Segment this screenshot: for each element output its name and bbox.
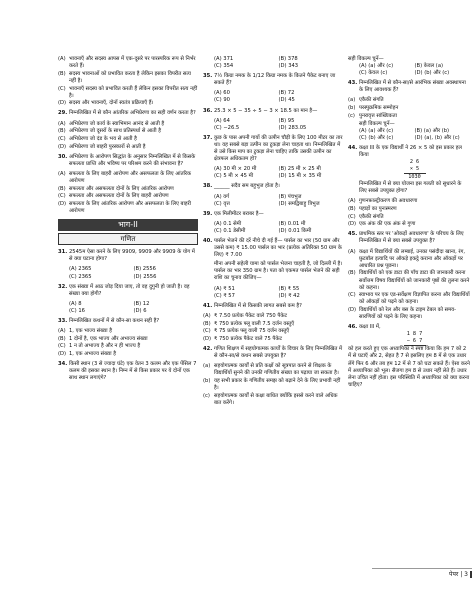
option: (B) विद्यार्थियों को एक डाटा की पाँच डाटा की जानकारी करना सर्वोत्तम विषय विद्यार्थियों को जानकारी पृष्ठों की तुलना करने को कहना। (348, 270, 470, 291)
option: (C) सफलता और असफलता दोनों के लिए बाहरी आरोपण (58, 193, 169, 200)
option: (C) 354 (214, 63, 234, 70)
options-grid (203, 286, 343, 300)
option: (C) 0.1 डेसीमी (214, 227, 246, 234)
options-grid (348, 128, 470, 142)
column-3 (348, 56, 470, 392)
options-grid (203, 194, 343, 208)
question-text: निम्नलिखित में से कौन-सा/से आरंभिक संख्या अवस्थापना के लिए आवश्यक हैं? (359, 80, 466, 94)
option: (B) 1 दोनों है, एक भाज्य और अभाज्य संख्या (58, 335, 148, 342)
option: (D) ₹ 42 (278, 292, 300, 299)
option: (B) 12 (133, 300, 150, 307)
page-footer (372, 568, 472, 579)
question-text-extra: मीना अपनी सहेली यामा को पार्सल भेजना चाहती है, जो दिल्ली में है। पार्सल का भार 350 ग्राम है। पता को एकमत पार्सल भेजने की सही राशि का चुनाव कीजिए— (214, 261, 343, 282)
question-text: कुछ के पास अपनी गायों की उत्पीन चौड़ी के लिए 100 मीटर का तार था। वह सबसे बड़ा उत्पीन का टुकड़ा लेना चाहता था। निम्नलिखित में से उसे किस माप का टुकड़ा लेना चाहिए ताकि उसकी उत्पीन का क्षेत्रफल अधिकतम हो? (214, 134, 343, 163)
options-grid (58, 301, 198, 315)
option: (A) 30 मी × 20 मी (214, 166, 257, 173)
options-grid (203, 118, 343, 132)
question-text: 25.3 × 5 − 35 ÷ 5 − 3 × 18.5 का मान है— (214, 107, 318, 114)
question-text: किसी स्थान (3 से ज्यादा घंटे) एक वेतन 3 कलम और एक पेंसिल 7 कलम की इसका स्थान है। निम्न में से किस प्रकार पर ये दोनों एक साथ स्थान लगाएंगे? (69, 361, 197, 382)
option: (C) एकैकी संगति (348, 213, 384, 220)
option: (B) पंचभुज (278, 193, 302, 200)
question-39: 39. एक मिलीमीटर बराबर है— (203, 211, 343, 218)
option: (D) 343 (278, 63, 299, 70)
option: (b) यह सभी प्रकार के गणितीय समझ को बढ़ाने देने के लिए प्रभावी नहीं है। (203, 377, 341, 392)
options-grid (58, 266, 198, 280)
option: (C) 90 (214, 97, 230, 104)
option: (C) 1 न तो अभाज्य है और न ही भाज्य है (58, 343, 141, 350)
option: (B) सदस्य भावनाओं को प्रभावित करता है लेकिन इसका विपरीत सत्य नहीं है। (58, 70, 191, 84)
column-2 (203, 56, 343, 408)
question-text: पार्सल भेजने की दरें नीचे दी गई हैं— पार्सल का भार (50 ग्राम और उससे कम) ₹ 15.00 पार्सल का भार (प्रत्येक अतिरिक्त 50 ग्राम के लिए) ₹ 7.00 (214, 237, 342, 259)
option: (A) 64 (214, 117, 230, 124)
option: (B) 0.01 मी (278, 220, 306, 227)
options-grid (203, 166, 343, 180)
question-40: 40. पार्सल भेजने की दरें नीचे दी गई हैं— पार्सल का भार (50 ग्राम और उससे कम) ₹ 15.00 पार्सल का भार (प्रत्येक अतिरिक्त 50 ग्राम के लिए) ₹ 7.00 मीना अपनी सहेली यामा को पार्सल भेजना चाहती है, जो दिल्ली में है। पार्सल का भार 350 ग्राम है। पता को एकमत पार्सल भेजने की सही राशि का चुनाव कीजिए— (203, 237, 343, 282)
option: (B) ₹ 55 (278, 285, 300, 292)
question-text: कक्षा III में, (359, 324, 381, 331)
question-text: प्राथमिक स्तर पर 'ओकड़ों अवधारणा' के परिचय के लिए निम्नलिखित में से क्या सबसे उपयुक्त है? (359, 231, 464, 245)
option: (D) 45 (278, 97, 295, 104)
footer-mark (470, 571, 472, 578)
question-text: कक्षा III के एक विद्यार्थी ने 26 × 5 को इस प्रकार हल किया (359, 144, 462, 158)
option: (C) भावनाएँ सदस्य को प्रभावित करती हैं लेकिन इसका विपरीत सत्य नहीं है। (58, 85, 198, 99)
q28-options (58, 56, 198, 107)
option: (A) (a) और (c) (359, 63, 394, 70)
option: (D) सदस्य और भावनाएँ, दोनों स्वतंत्र प्रक्रियाएँ हैं। (58, 100, 154, 107)
column-1 (58, 56, 198, 386)
option: (A) 2365 (69, 266, 92, 273)
option: (D) 15 मी × 35 मी (278, 173, 322, 180)
option: (A) वर्ग (214, 193, 230, 200)
statement: (a) एकैकी संगति (348, 97, 384, 104)
question-45: 45. प्राथमिक स्तर पर 'ओकड़ों अवधारणा' के परिचय के लिए निम्नलिखित में से क्या सबसे उपयुक्त है? (348, 231, 470, 245)
question-37: 37. कुछ के पास अपनी गायों की उत्पीन चौड़ी के लिए 100 मीटर का तार था। वह सबसे बड़ा उत्पीन का टुकड़ा लेना चाहता था। निम्नलिखित में से उसे किस माप का टुकड़ा लेना चाहिए ताकि उसकी उत्पीन का क्षेत्रफल अधिकतम हो? (203, 134, 343, 163)
option: (C) (b) और (c) (359, 134, 394, 141)
question-text-2: को हल करते हुए एक अध्यापिका ने स्पष्ट किया कि हम 7 को 2 में से घटाएँ और 2, सेहत है 7 से इसलिए हम 8 में से एक उधार लेंगे फिर 6 और तब हम 12 में से 7 को घटा सकते हैं। ऐसा करने में अध्यापिका क्रो भूल। सैजगा हम 8 से उधार नहीं लेते हैं। उधार लेना उचित नहीं होता। इस परिस्थिति में अध्यापिका को क्या करना चाहिए? (348, 346, 470, 388)
options-grid (203, 56, 343, 70)
option: (D) ₹ 750 प्रत्येक पैकेट वाले 75 पैकेट (203, 335, 282, 342)
question-33: 33. निम्नलिखित कथनों में से कौन-सा कथन सही है? (58, 318, 198, 325)
question-35: 35. 7½ किग्रा नमक के 1/12 किग्रा नमक के कितने पैकेट बनाए जा सकते हैं? (203, 73, 343, 87)
option: (C) −26.5 (214, 124, 240, 131)
option: (C) केवल (c) (359, 70, 388, 77)
option: (B) 72 (278, 90, 295, 97)
option: (D) अभिप्रेरणा जो बाहरी पुरस्कारों से आती है (58, 143, 146, 150)
option: (A) 60 (214, 90, 230, 97)
question-text: 2545म ऐसा करने के लिए 9909, 9909 और 9909 के योग में से क्या घटाना होगा? (69, 249, 195, 263)
option: (D) (b) और (c) (414, 70, 450, 77)
option: (A) (a) और (c) (359, 127, 394, 134)
option: (B) केवल (a) (414, 63, 444, 70)
question-text-2: निम्नलिखित में से क्या योजना इस गलती को सुधारने के लिए सबसे उपयुक्त होगा? (359, 181, 462, 195)
option: (A) 8 (69, 300, 82, 307)
option: (A) भावनाएँ और सदस्य आपस में एक-दूसरे पर पारस्परिक रूप से निर्भर करते हैं। (58, 56, 196, 70)
question-text: ______ सदैव सम बहुभुज होता है। (214, 183, 280, 190)
option: (D) एक अंक की एक अंक से गुणा (348, 221, 416, 228)
statement: (b) परस्पुक्रमिक सम्मोहन (348, 105, 399, 112)
option: (A) सफलता के लिए बाहरी आरोपण और असफलता के लिए आंतरिक आरोपण (58, 170, 192, 184)
option: (D) 2556 (133, 273, 157, 280)
question-41: 41. निम्नलिखित में से किसकी लागत सबसे कम है? (203, 303, 343, 310)
option: (B) अभिप्रेरणा जो दूसरों के साथ प्रतिस्पर्धा से आती है (58, 128, 161, 135)
option: (A) 0.1 सेमी (214, 220, 242, 227)
option: (D) 1, एक अभाज्य संख्या है (58, 351, 116, 358)
option: (C) 2365 (69, 273, 92, 280)
option: (B) 95 (278, 117, 295, 124)
option: (B) (a) और (b) (414, 127, 450, 134)
options-grid (348, 63, 470, 77)
option: (A) 371 (214, 56, 234, 62)
option: (A) गुणनफ़ाल्ट्रीकरण की अवधारणा (348, 198, 418, 205)
option: (A) कक्षा में विद्यार्थियों की लम्बाई, उनका पसंदीदा खाना, रंग, फ़ुटबॉल इत्यादि पर ऑकड़े इकट्ठे कराना और ऑकड़ों पर आधारित प्रश्न पूछना। (348, 248, 466, 269)
question-43: 43. निम्नलिखित में से कौन-सा/से आरंभिक संख्या अवस्थापना के लिए आवश्यक हैं? (348, 80, 470, 94)
option: (B) 378 (278, 56, 298, 62)
question-34: 34. किसी स्थान (3 से ज्यादा घंटे) एक वेतन 3 कलम और एक पेंसिल 7 कलम की इसका स्थान है। निम्न में से किस प्रकार पर ये दोनों एक साथ स्थान लगाएंगे? (58, 361, 197, 382)
option: (B) 2556 (133, 266, 156, 273)
question-text: 7½ किग्रा नमक के 1/12 किग्रा नमक के कितने पैकेट बनाए जा सकते हैं? (214, 73, 336, 87)
question-31: 31. 2545म ऐसा करने के लिए 9909, 9909 और 9909 के योग में से क्या घटाना होगा? (58, 249, 198, 263)
question-29: 29. निम्नलिखित में से कौन आंतरिक अभिप्रेरणा का सही वर्णन करता है? (58, 110, 198, 117)
option: (A) अभिप्रेरणा जो कार्य के स्वाभिमान आनंद से आती है (58, 120, 165, 127)
options-grid (203, 90, 343, 104)
option: (D) (a), (b) और (c) (414, 134, 460, 141)
option: (B) पहाड़ों का पुनःस्मरण (348, 205, 397, 212)
option: (C) ₹ 75 प्रत्येक फ्लू वाली 75 दर्जन वस्तुएँ (203, 328, 290, 335)
question-text: निम्नलिखित में से कौन आंतरिक अभिप्रेरणा का सही वर्णन करता है? (69, 110, 196, 117)
question-38: 38. ______ सदैव सम बहुभुज होता है। (203, 183, 343, 190)
option: (C) अभिप्रेरणा जो दंड के भय से आती है (58, 135, 137, 142)
question-46: 46. कक्षा III में, 1 8 7 − 6 7 को हल करते हुए एक अध्यापिका ने स्पष्ट किया कि हम 7 को 2 में से घटाएँ और 2, सेहत है 7 से इसलिए हम 8 में से एक उधार लेंगे फिर 6 और तब हम 12 में से 7 को घटा सकते हैं। ऐसा करने में अध्यापिका क्रो भूल। सैजगा हम 8 से उधार नहीं लेते हैं। उधार लेना उचित नहीं होता। इस परिस्थिति में अध्यापिका को क्या करना चाहिए? (348, 324, 470, 388)
subject-heading: गणित (58, 233, 198, 245)
option: (B) ₹ 750 प्रत्येक फ्लू वाली 7.5 दर्जन वस्तुएँ (203, 320, 295, 327)
option: (a) सहयोगात्मक कार्यों से प्रति कक्षों को सूत्रपात करने से शिक्षक के विद्यार्थियों सुनने की उनकी गणितीय संख्या का पढ़ाया जा सकता है। (203, 363, 339, 377)
option: (C) ₹ 57 (214, 292, 235, 299)
option: (B) सफलता और असफलता दोनों के लिए आंतरिक आरोपण (58, 185, 174, 192)
question-prompt: सही विकल्प चुनें— (359, 120, 395, 127)
math-work: 1 8 7 − 6 7 (359, 331, 470, 346)
question-42: 42. गणित शिक्षण में सहयोगात्मक कार्यों के विचार के लिए निम्नलिखित में से कौन-सा/से कथन सबसे उपयुक्त है? (203, 345, 343, 360)
question-prompt: सही विकल्प चुनें— (348, 56, 384, 62)
statement: (c) पुनरावृत्त सांख्यिकता (348, 112, 397, 119)
option: (D) 283.05 (278, 124, 307, 131)
option: (D) समद्विबाहु त्रिभुज (278, 200, 320, 207)
question-36: 36. 25.3 × 5 − 35 ÷ 5 − 3 × 18.5 का मान है— (203, 108, 343, 115)
question-30: 30. अभिप्रेरणा के आरोपण सिद्धांत के अनुसार निम्नलिखित में से किसके सफलता प्राप्ति और भविष्य पर परिश्रम करने की संभावना है? (58, 154, 198, 168)
option: (A) ₹ 7.50 प्रत्येक पैकेट वाले 750 पैकेट (203, 312, 287, 319)
question-text: अभिप्रेरणा के आरोपण सिद्धांत के अनुसार निम्नलिखित में से किसके सफलता प्राप्ति और भविष्य पर परिश्रम करने की संभावना है? (69, 153, 196, 167)
option: (A) 1, एक भाज्य संख्या है (58, 328, 113, 335)
question-44: 44. कक्षा III के एक विद्यार्थी ने 26 × 5 को इस प्रकार हल किया 2 6 × 5 1030 निम्नलिखित में से क्या योजना इस गलती को सुधारने के लिए सबसे उपयुक्त होगा? (348, 145, 470, 195)
option: (B) 25 मी × 25 मी (278, 166, 321, 173)
page-number: पेपर | 3 (449, 571, 468, 578)
question-32: 32. एक संख्या में आठ जोड़ दिया जाए, तो वह दुगुनी हो जाती है। वह संख्या क्या होगी? (58, 284, 198, 298)
option: (D) सफलता के लिए आंतरिक आरोपण और असफलता के लिए बाहरी आरोपण (58, 201, 192, 215)
options-grid (203, 221, 343, 235)
option: (c) सहयोगात्मक कार्यों से कक्षा बाधित क्योंकि इससे करने वाले अधिक बात करेंगे। (203, 392, 338, 406)
option: (C) 5 मी × 45 मी (214, 173, 254, 180)
option: (C) 16 (69, 307, 85, 314)
question-text: निम्नलिखित में से किसकी लागत सबसे कम है? (214, 302, 302, 309)
option: (C) वृत्त (214, 200, 230, 207)
question-text: एक संख्या में आठ जोड़ दिया जाए, तो वह दुगुनी हो जाती है। वह संख्या क्या होगी? (69, 283, 190, 297)
question-text: निम्नलिखित कथनों में से कौन-सा कथन सही है? (69, 317, 160, 324)
option: (D) 6 (133, 307, 147, 314)
math-work: 2 6 × 5 1030 (359, 159, 470, 181)
option: (D) विद्यार्थियों को रेल और बस के टाइम टेबल को समय-सारणियों को पढ़ने के लिए कहना। (348, 307, 457, 321)
question-text: गणित शिक्षण में सहयोगात्मक कार्यों के विचार के लिए निम्नलिखित में से कौन-सा/से कथन सबसे उपयुक्त है? (214, 345, 343, 360)
question-text: एक मिलीमीटर बराबर है— (214, 210, 264, 217)
option: (C) स्वाभाव पर एक एड-सर्वेक्षण विज्ञापित करना और विद्यार्थियों को ऑकड़ों को पढ़ने को कहना। (348, 292, 470, 306)
part-heading: भाग-II (58, 219, 198, 231)
option: (A) ₹ 51 (214, 285, 235, 292)
option: (D) 0.01 किमी (278, 227, 312, 234)
